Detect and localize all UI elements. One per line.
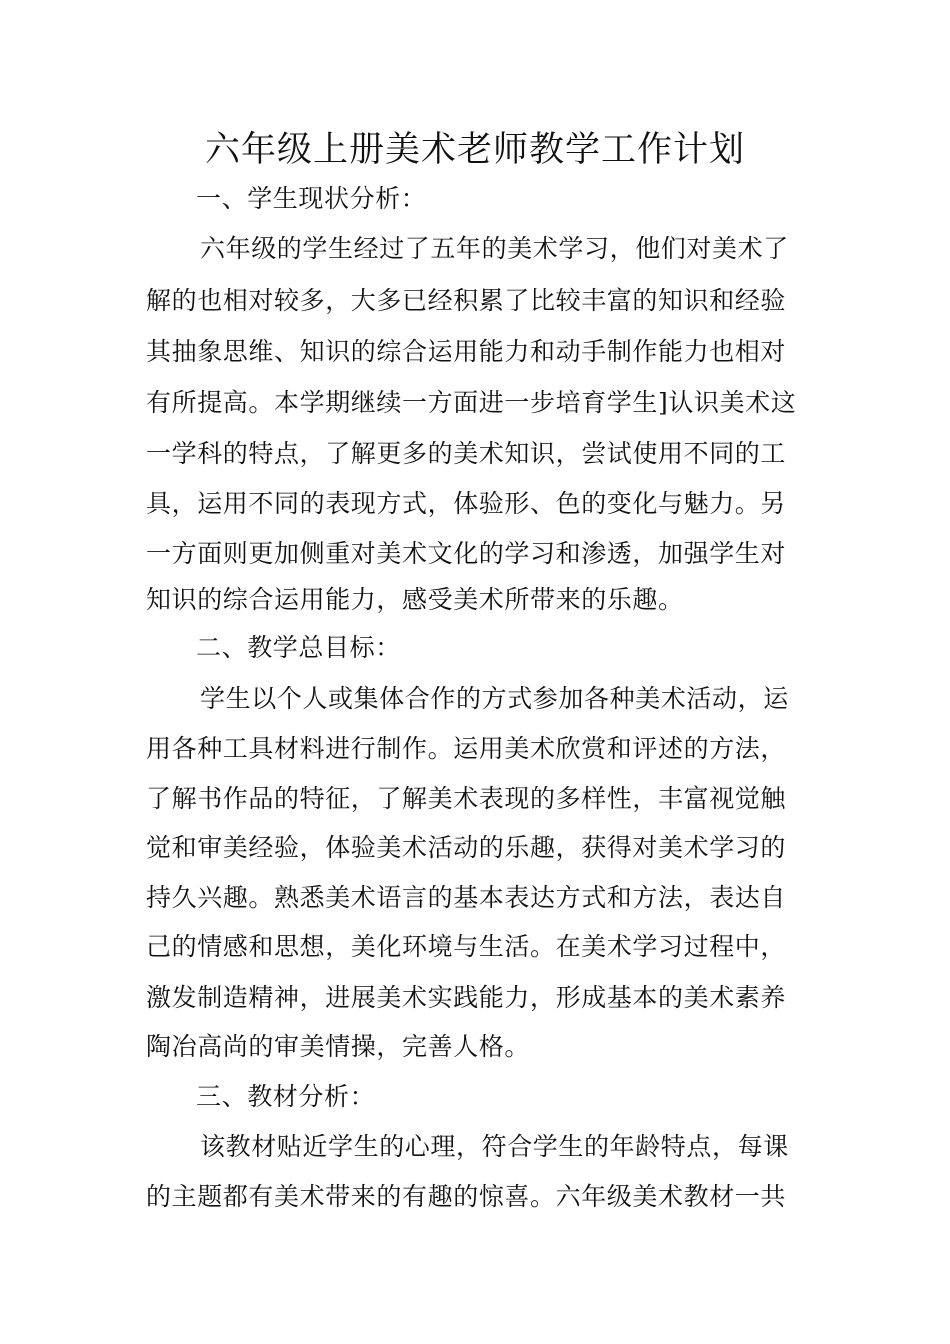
paragraph-line: 激发制造精神，进展美术实践能力，形成基本的美术素养 <box>146 983 787 1012</box>
paragraph-line: 的主题都有美术带来的有趣的惊喜。六年级美术教材一共 <box>146 1182 787 1211</box>
document-title: 六年级上册美术老师教学工作计划 <box>204 130 745 170</box>
paragraph-line: 其抽象思维、知识的综合运用能力和动手制作能力也相对 <box>146 337 787 366</box>
paragraph-line: 有所提高。本学期继续一方面进一步培育学生]认识美术这 <box>146 388 797 417</box>
paragraph-line: 一方面则更加侧重对美术文化的学习和渗透，加强学生对 <box>146 539 787 568</box>
paragraph-line: 陶冶高尚的审美情操，完善人格。 <box>146 1032 531 1061</box>
paragraph-line: 该教材贴近学生的心理，符合学生的年龄特点，每课 <box>200 1132 789 1161</box>
paragraph-line: 持久兴趣。熟悉美术语言的基本表达方式和方法，表达自 <box>146 883 787 912</box>
section-heading-2: 二、教学总目标： <box>196 633 401 662</box>
paragraph-line: 知识的综合运用能力，感受美术所带来的乐趣。 <box>146 585 684 614</box>
paragraph-line: 用各种工具材料进行制作。运用美术欣赏和评述的方法， <box>146 734 787 763</box>
paragraph-line: 一学科的特点，了解更多的美术知识，尝试使用不同的工 <box>146 439 787 468</box>
section-heading-3: 三、教材分析： <box>196 1082 376 1111</box>
paragraph-line: 了解书作品的特征，了解美术表现的多样性，丰富视觉触 <box>146 784 787 813</box>
paragraph-line: 具，运用不同的表现方式，体验形、色的变化与魅力。另 <box>146 489 787 518</box>
paragraph-line: 六年级的学生经过了五年的美术学习，他们对美术了 <box>200 234 789 263</box>
paragraph-line: 觉和审美经验，体验美术活动的乐趣，获得对美术学习的 <box>146 833 787 862</box>
paragraph-line: 解的也相对较多，大多已经积累了比较丰富的知识和经验 <box>146 286 787 315</box>
paragraph-line: 己的情感和思想，美化环境与生活。在美术学习过程中， <box>146 932 787 961</box>
section-heading-1: 一、学生现状分析： <box>196 184 427 213</box>
paragraph-line: 学生以个人或集体合作的方式参加各种美术活动，运 <box>200 684 789 713</box>
